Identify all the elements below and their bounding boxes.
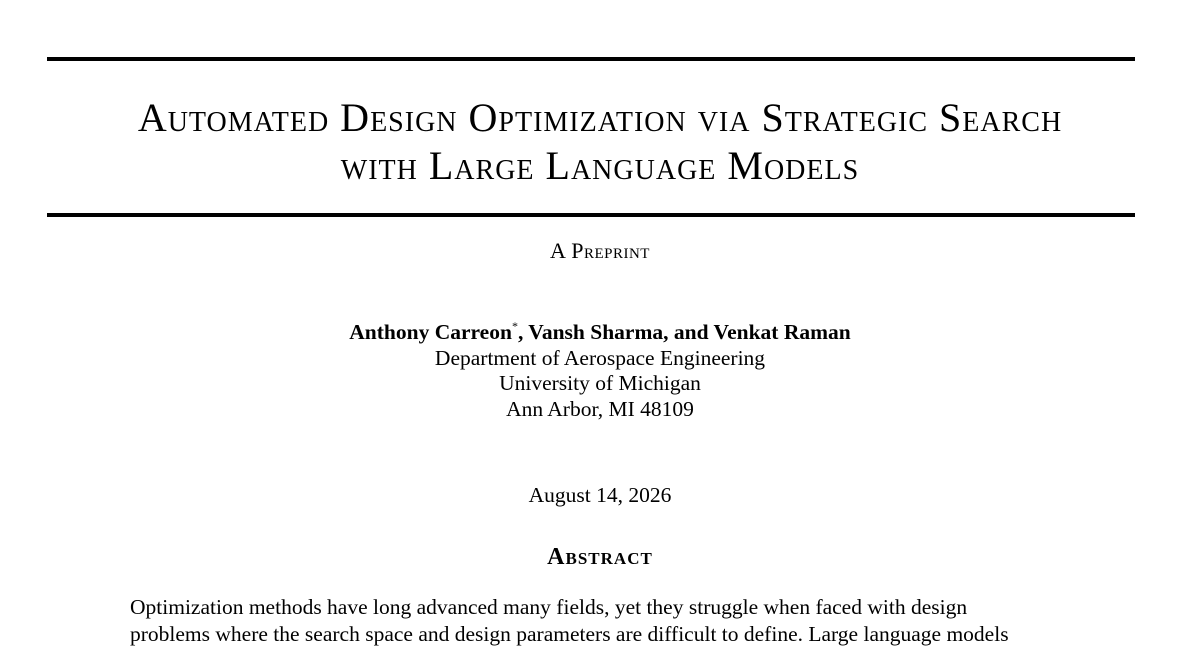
abstract-body (130, 594, 1070, 648)
preprint-label: A Preprint (550, 238, 650, 263)
author-rest: , Vansh Sharma, and Venkat Raman (517, 320, 851, 344)
author-names (0, 314, 1200, 346)
paper-title-line-2: with Large Language Models (340, 143, 860, 188)
author-block (0, 314, 1200, 422)
author-department: Department of Aerospace Engineering (434, 345, 766, 370)
publication-date: August 14, 2026 (528, 483, 672, 507)
paper-title (0, 94, 1200, 190)
abstract-line-1: Optimization methods have long advanced many fields, yet they struggle when faced with design (130, 595, 968, 619)
author-footnote-mark[interactable]: * (511, 319, 518, 333)
author-first: Anthony Carreon (349, 320, 512, 344)
paper-title-line-1: Automated Design Optimization via Strategic Search (137, 95, 1063, 140)
author-location: Ann Arbor, MI 48109 (506, 396, 694, 421)
author-university: University of Michigan (499, 371, 701, 395)
abstract-heading: Abstract (547, 544, 653, 570)
title-bottom-rule (47, 213, 1135, 217)
title-top-rule (47, 57, 1135, 61)
abstract-line-2: problems where the search space and design parameters are difficult to define. Large language models (130, 622, 1009, 646)
